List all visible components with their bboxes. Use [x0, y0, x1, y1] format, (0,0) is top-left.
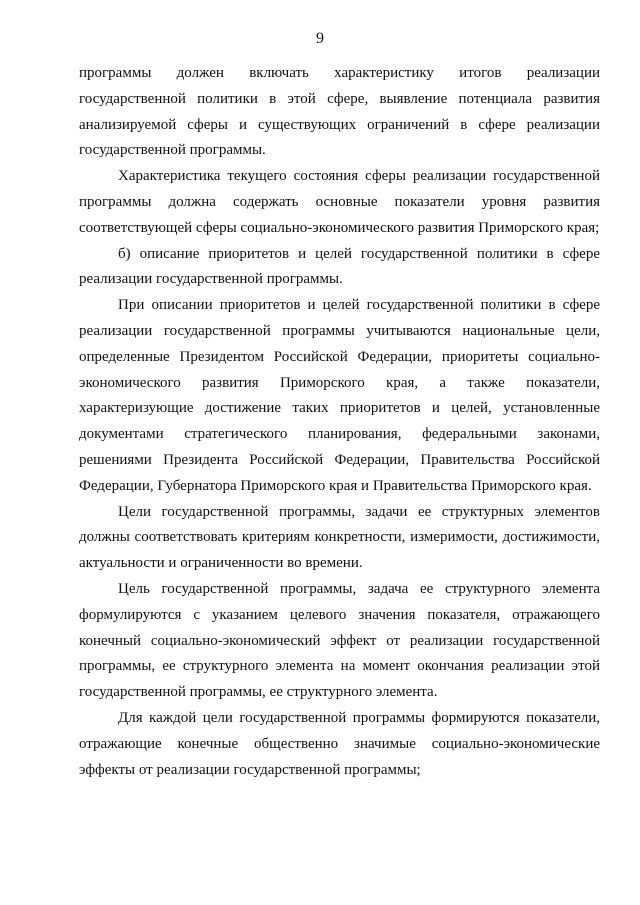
paragraph-priorities-description: б) описание приоритетов и целей государственной политики в сфере реализации государственной программы.	[79, 245, 600, 288]
page-number: 9	[316, 30, 324, 47]
document-body	[79, 61, 600, 783]
paragraph-current-state-characteristics: Характеристика текущего состояния сферы реализации государственной программы должна содержать основные показатели уровня развития соответствующей сферы социально-экономического развития Приморского края;	[79, 168, 600, 236]
paragraph-indicators: Для каждой цели государственной программы формируются показатели, отражающие конечные общественно значимые социально-экономические эффекты от реализации государственной программы;	[79, 709, 600, 778]
paragraph-goals-criteria: Цели государственной программы, задачи ее структурных элементов должны соответствовать критериям конкретности, измеримости, достижимости, актуальности и ограниченности во времени.	[79, 503, 600, 572]
paragraph-goal-formulation: Цель государственной программы, задача ее структурного элемента формулируются с указанием целевого значения показателя, отражающего конечный социально-экономический эффект от реализации государственной программы, ее структурного элемента на момент окончания реализации этой государственной программы, ее структурного элемента.	[79, 580, 600, 701]
paragraph-program-characteristics-continuation: программы должен включать характеристику итогов реализации государственной политики в этой сфере, выявление потенциала развития анализируемой сферы и существующих ограничений в сфере реализации государственной программы.	[79, 65, 600, 159]
paragraph-priorities-considerations: При описании приоритетов и целей государственной политики в сфере реализации государственной программы учитываются национальные цели, определенные Президентом Российской Федерации, приоритеты социально-экономического развития Приморского края, а также показатели, характеризующие достижение таких приоритетов и целей, установленные документами стратегического планирования, федеральными законами, решениями Президента Российской Федерации, Правительства Российской Федерации, Губернатора Приморского края и Правительства Приморского края.	[79, 297, 600, 494]
